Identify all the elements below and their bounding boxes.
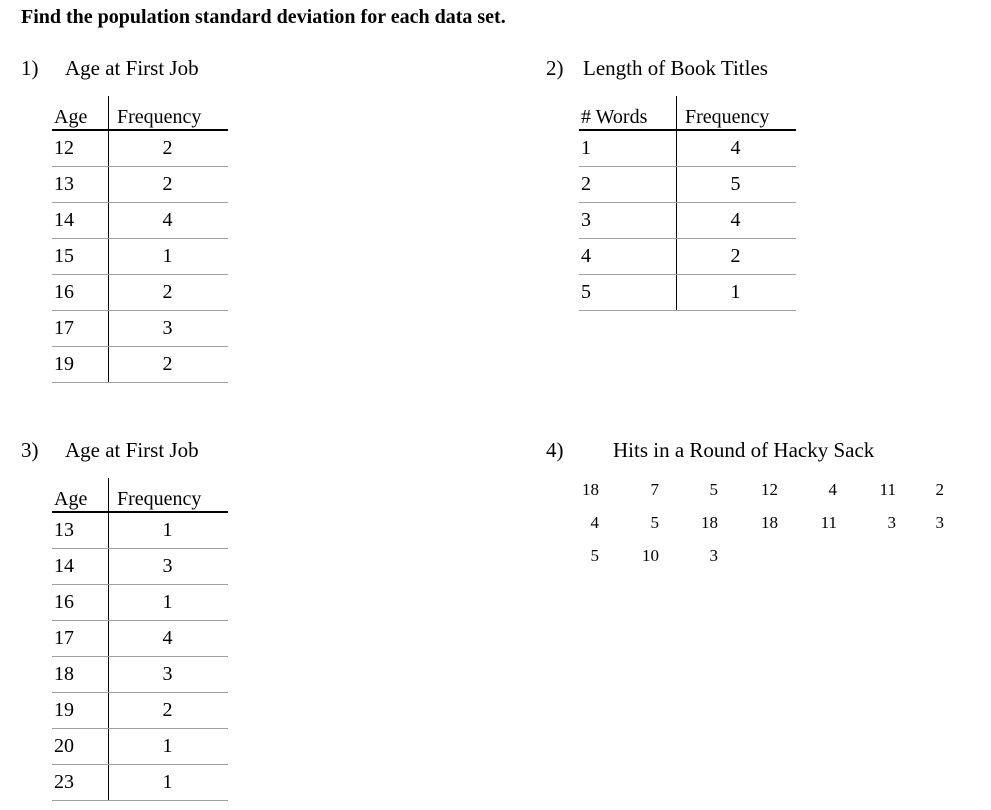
- problem-4-heading: [546, 438, 875, 463]
- table-cell: 1: [109, 512, 229, 549]
- table-cell: 1: [677, 275, 797, 311]
- table-cell: 4: [579, 239, 677, 275]
- data-value: 18: [701, 513, 718, 532]
- data-value: 3: [709, 546, 718, 565]
- table-row: [52, 167, 228, 203]
- column-header: Frequency: [109, 96, 229, 130]
- problem-1-number: 1): [21, 56, 39, 80]
- table-cell: 3: [579, 203, 677, 239]
- table-cell: 4: [677, 203, 797, 239]
- table-row: [579, 203, 796, 239]
- table-cell: 17: [52, 311, 109, 347]
- data-value: 18: [761, 513, 778, 532]
- column-header: Age: [52, 478, 109, 512]
- table-cell: 13: [52, 167, 109, 203]
- table-cell: 4: [677, 130, 797, 167]
- table-cell: 18: [52, 657, 109, 693]
- table-row: [579, 275, 796, 311]
- problem-4-number: 4): [546, 438, 564, 462]
- table-row: [52, 585, 228, 621]
- table-cell: 3: [109, 311, 229, 347]
- table-cell: 12: [52, 130, 109, 167]
- data-value: 2: [935, 480, 944, 499]
- table-cell: 2: [109, 130, 229, 167]
- column-header: Frequency: [109, 478, 229, 512]
- problem-3-table: [52, 478, 228, 801]
- table-cell: 15: [52, 239, 109, 275]
- table-row: [579, 167, 796, 203]
- data-value: 5: [590, 546, 599, 565]
- data-value: 5: [650, 513, 659, 532]
- table-cell: 14: [52, 203, 109, 239]
- table-cell: 3: [109, 657, 229, 693]
- table-cell: 2: [677, 239, 797, 275]
- problem-2-title: Length of Book Titles: [583, 56, 768, 80]
- table-cell: 14: [52, 549, 109, 585]
- problem-3-title: Age at First Job: [65, 438, 199, 462]
- table-cell: 2: [109, 347, 229, 383]
- table-row: [52, 657, 228, 693]
- table-cell: 1: [109, 765, 229, 801]
- data-value: 5: [709, 480, 718, 499]
- table-cell: 1: [109, 585, 229, 621]
- column-header: Frequency: [677, 96, 797, 130]
- table-cell: 23: [52, 765, 109, 801]
- table-cell: 2: [109, 275, 229, 311]
- problem-4-title: Hits in a Round of Hacky Sack: [613, 438, 875, 462]
- table-row: [579, 130, 796, 167]
- problem-2-number: 2): [546, 56, 564, 80]
- table-cell: 20: [52, 729, 109, 765]
- data-value: 10: [642, 546, 659, 565]
- table-cell: 2: [109, 693, 229, 729]
- table-header-row: [579, 96, 796, 130]
- table-row: [52, 347, 228, 383]
- column-header: Age: [52, 96, 109, 130]
- table-row: [52, 130, 228, 167]
- table-cell: 2: [579, 167, 677, 203]
- problem-2-table: [579, 96, 796, 311]
- data-value: 3: [935, 513, 944, 532]
- table-cell: 4: [109, 621, 229, 657]
- problem-3-heading: [21, 438, 199, 463]
- table-row: [52, 239, 228, 275]
- table-cell: 5: [579, 275, 677, 311]
- table-row: [52, 311, 228, 347]
- problem-2-heading: [546, 56, 768, 81]
- table-row: [52, 549, 228, 585]
- problem-1-title: Age at First Job: [65, 56, 199, 80]
- data-value: 18: [582, 480, 599, 499]
- table-cell: 1: [109, 239, 229, 275]
- table-cell: 19: [52, 693, 109, 729]
- data-value: 11: [879, 480, 896, 499]
- table-cell: 13: [52, 512, 109, 549]
- table-header-row: [52, 478, 228, 512]
- table-row: [52, 203, 228, 239]
- problem-3-number: 3): [21, 438, 39, 462]
- table-header-row: [52, 96, 228, 130]
- table-cell: 4: [109, 203, 229, 239]
- table-row: [52, 729, 228, 765]
- problem-1-heading: [21, 56, 199, 81]
- table-cell: 3: [109, 549, 229, 585]
- table-row: [52, 693, 228, 729]
- table-cell: 1: [579, 130, 677, 167]
- table-row: [52, 765, 228, 801]
- table-cell: 16: [52, 585, 109, 621]
- instruction-heading: Find the population standard deviation for each data set.: [21, 6, 506, 28]
- data-value: 4: [828, 480, 837, 499]
- problem-1-table: [52, 96, 228, 383]
- table-cell: 16: [52, 275, 109, 311]
- data-value: 3: [887, 513, 896, 532]
- data-value: 11: [820, 513, 837, 532]
- table-row: [52, 512, 228, 549]
- data-value: 4: [590, 513, 599, 532]
- column-header: # Words: [579, 96, 677, 130]
- table-cell: 17: [52, 621, 109, 657]
- data-value: 7: [650, 480, 659, 499]
- table-row: [52, 275, 228, 311]
- table-row: [52, 621, 228, 657]
- table-cell: 5: [677, 167, 797, 203]
- table-cell: 19: [52, 347, 109, 383]
- table-cell: 2: [109, 167, 229, 203]
- table-cell: 1: [109, 729, 229, 765]
- table-row: [579, 239, 796, 275]
- data-value: 12: [761, 480, 778, 499]
